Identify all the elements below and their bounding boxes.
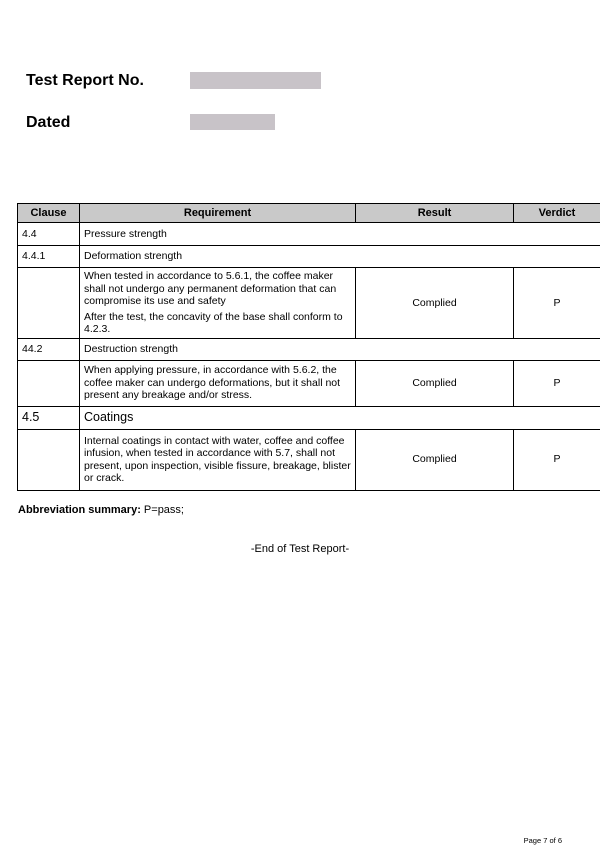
column-header-verdict: Verdict bbox=[514, 204, 600, 223]
table-row bbox=[18, 246, 600, 268]
section-title-cell: Pressure strength bbox=[80, 223, 600, 246]
requirement-cell bbox=[80, 360, 356, 406]
clause-cell: 4.4.1 bbox=[18, 246, 80, 268]
section-title-cell: Coatings bbox=[80, 406, 600, 429]
requirement-text: After the test, the concavity of the base shall conform to 4.2.3. bbox=[84, 310, 343, 335]
table-row bbox=[18, 223, 600, 246]
result-cell: Complied bbox=[356, 429, 514, 490]
result-cell: Complied bbox=[356, 360, 514, 406]
abbreviation-summary bbox=[18, 504, 184, 516]
table-row bbox=[18, 406, 600, 429]
clause-cell: 4.4 bbox=[18, 223, 80, 246]
redacted-report-number bbox=[190, 72, 321, 89]
table-row bbox=[18, 268, 600, 339]
clause-cell: 4.5 bbox=[18, 406, 80, 429]
redacted-date bbox=[190, 114, 275, 130]
requirement-cell bbox=[80, 268, 356, 339]
abbreviation-text: P=pass; bbox=[140, 504, 184, 516]
column-header-result: Result bbox=[356, 204, 514, 223]
table-row bbox=[18, 429, 600, 490]
clause-cell bbox=[18, 429, 80, 490]
page-number: Page 7 of 6 bbox=[523, 836, 562, 845]
table-row bbox=[18, 360, 600, 406]
report-number-label: Test Report No. bbox=[26, 72, 144, 89]
dated-label: Dated bbox=[26, 114, 71, 131]
end-of-report: -End of Test Report- bbox=[250, 543, 350, 555]
section-title-cell: Destruction strength bbox=[80, 338, 600, 360]
requirements-table bbox=[17, 203, 600, 491]
clause-cell bbox=[18, 268, 80, 339]
requirement-text: Internal coatings in contact with water, coffee and coffee infusion, when tested in accordance with 5.7, shall not present, upon inspection, visible fissure, breakage, blister or crack. bbox=[84, 434, 351, 484]
verdict-cell: P bbox=[514, 268, 600, 339]
requirement-text: When tested in accordance to 5.6.1, the coffee maker shall not undergo any permanent deformation that can compromise its use and safety bbox=[84, 270, 337, 307]
requirement-cell bbox=[80, 429, 356, 490]
result-cell: Complied bbox=[356, 268, 514, 339]
clause-cell bbox=[18, 360, 80, 406]
column-header-requirement: Requirement bbox=[80, 204, 356, 223]
section-title-cell: Deformation strength bbox=[80, 246, 600, 268]
verdict-cell: P bbox=[514, 360, 600, 406]
clause-cell: 44.2 bbox=[18, 338, 80, 360]
column-header-clause: Clause bbox=[18, 204, 80, 223]
table-row bbox=[18, 338, 600, 360]
table-header-row bbox=[18, 204, 600, 223]
abbreviation-label: Abbreviation summary: bbox=[18, 504, 141, 516]
requirement-text: When applying pressure, in accordance with 5.6.2, the coffee maker can undergo deformations, but it shall not present any breakage and/or stress. bbox=[84, 364, 341, 402]
verdict-cell: P bbox=[514, 429, 600, 490]
